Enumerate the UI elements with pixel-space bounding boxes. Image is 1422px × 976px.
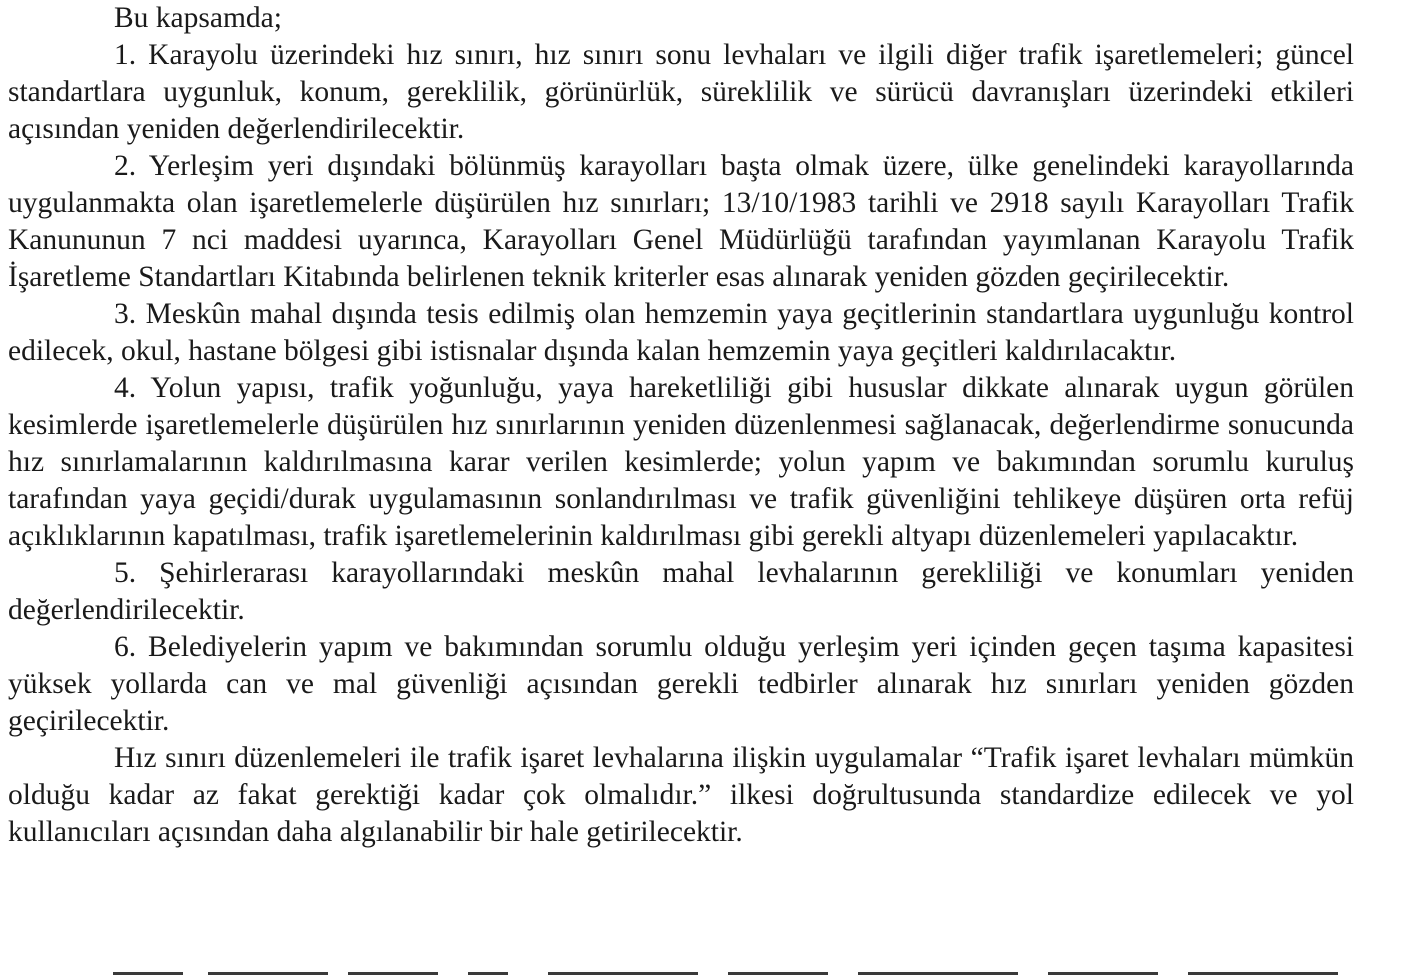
item-3: 3. Meskûn mahal dışında tesis edilmiş olan hemzemin yaya geçitlerinin standartlara uygunluğu kontrol edilecek, okul, hastane bölgesi gibi istisnalar dışında kalan hemzemin yaya geçitleri kaldırılacaktır. bbox=[8, 298, 1354, 367]
closing-paragraph: Hız sınırı düzenlemeleri ile trafik işaret levhalarına ilişkin uygulamalar “Trafik işaret levhaları mümkün olduğu kadar az fakat gerektiği kadar çok olmalıdır.” ilkesi doğrultusunda standardize edilecek ve yol kullanıcıları açısından daha algılanabilir bir hale getirilecektir. bbox=[8, 742, 1354, 848]
item-5: 5. Şehirlerarası karayollarındaki meskûn mahal levhalarının gerekliliği ve konumları yeniden değerlendirilecektir. bbox=[8, 557, 1354, 626]
cut-off-next-line bbox=[8, 962, 1354, 976]
item-6: 6. Belediyelerin yapım ve bakımından sorumlu olduğu yerleşim yeri içinden geçen taşıma kapasitesi yüksek yollarda can ve mal güvenliği açısından gerekli tedbirler alınarak hız sınırları yeniden gözden geçirilecektir. bbox=[8, 631, 1354, 737]
document-body bbox=[8, 0, 1354, 851]
intro-line: Bu kapsamda; bbox=[114, 2, 282, 34]
item-4: 4. Yolun yapısı, trafik yoğunluğu, yaya hareketliliği gibi hususlar dikkate alınarak uygun görülen kesimlerde işaretlemelerle düşürülen hız sınırlarının yeniden düzenlenmesi sağlanacak, değerlendirme sonucunda hız sınırlamalarının kaldırılmasına karar verilen kesimlerde; yolun yapım ve bakımından sorumlu kuruluş tarafından yaya geçidi/durak uygulamasının sonlandırılması ve trafik güvenliğini tehlikeye düşüren orta refüj açıklıklarının kapatılması, trafik işaretlemelerinin kaldırılması gibi gerekli altyapı düzenlemeleri yapılacaktır. bbox=[8, 372, 1354, 552]
item-2: 2. Yerleşim yeri dışındaki bölünmüş karayolları başta olmak üzere, ülke genelindeki karayollarında uygulanmakta olan işaretlemelerle düşürülen hız sınırları; 13/10/1983 tarihli ve 2918 sayılı Karayolları Trafik Kanununun 7 nci maddesi uyarınca, Karayolları Genel Müdürlüğü tarafından yayımlanan Karayolu Trafik İşaretleme Standartları Kitabında belirlenen teknik kriterler esas alınarak yeniden gözden geçirilecektir. bbox=[8, 150, 1354, 293]
item-1: 1. Karayolu üzerindeki hız sınırı, hız sınırı sonu levhaları ve ilgili diğer trafik işaretlemeleri; güncel standartlara uygunluk, konum, gereklilik, görünürlük, süreklilik ve sürücü davranışları üzerindeki etkileri açısından yeniden değerlendirilecektir. bbox=[8, 39, 1354, 145]
